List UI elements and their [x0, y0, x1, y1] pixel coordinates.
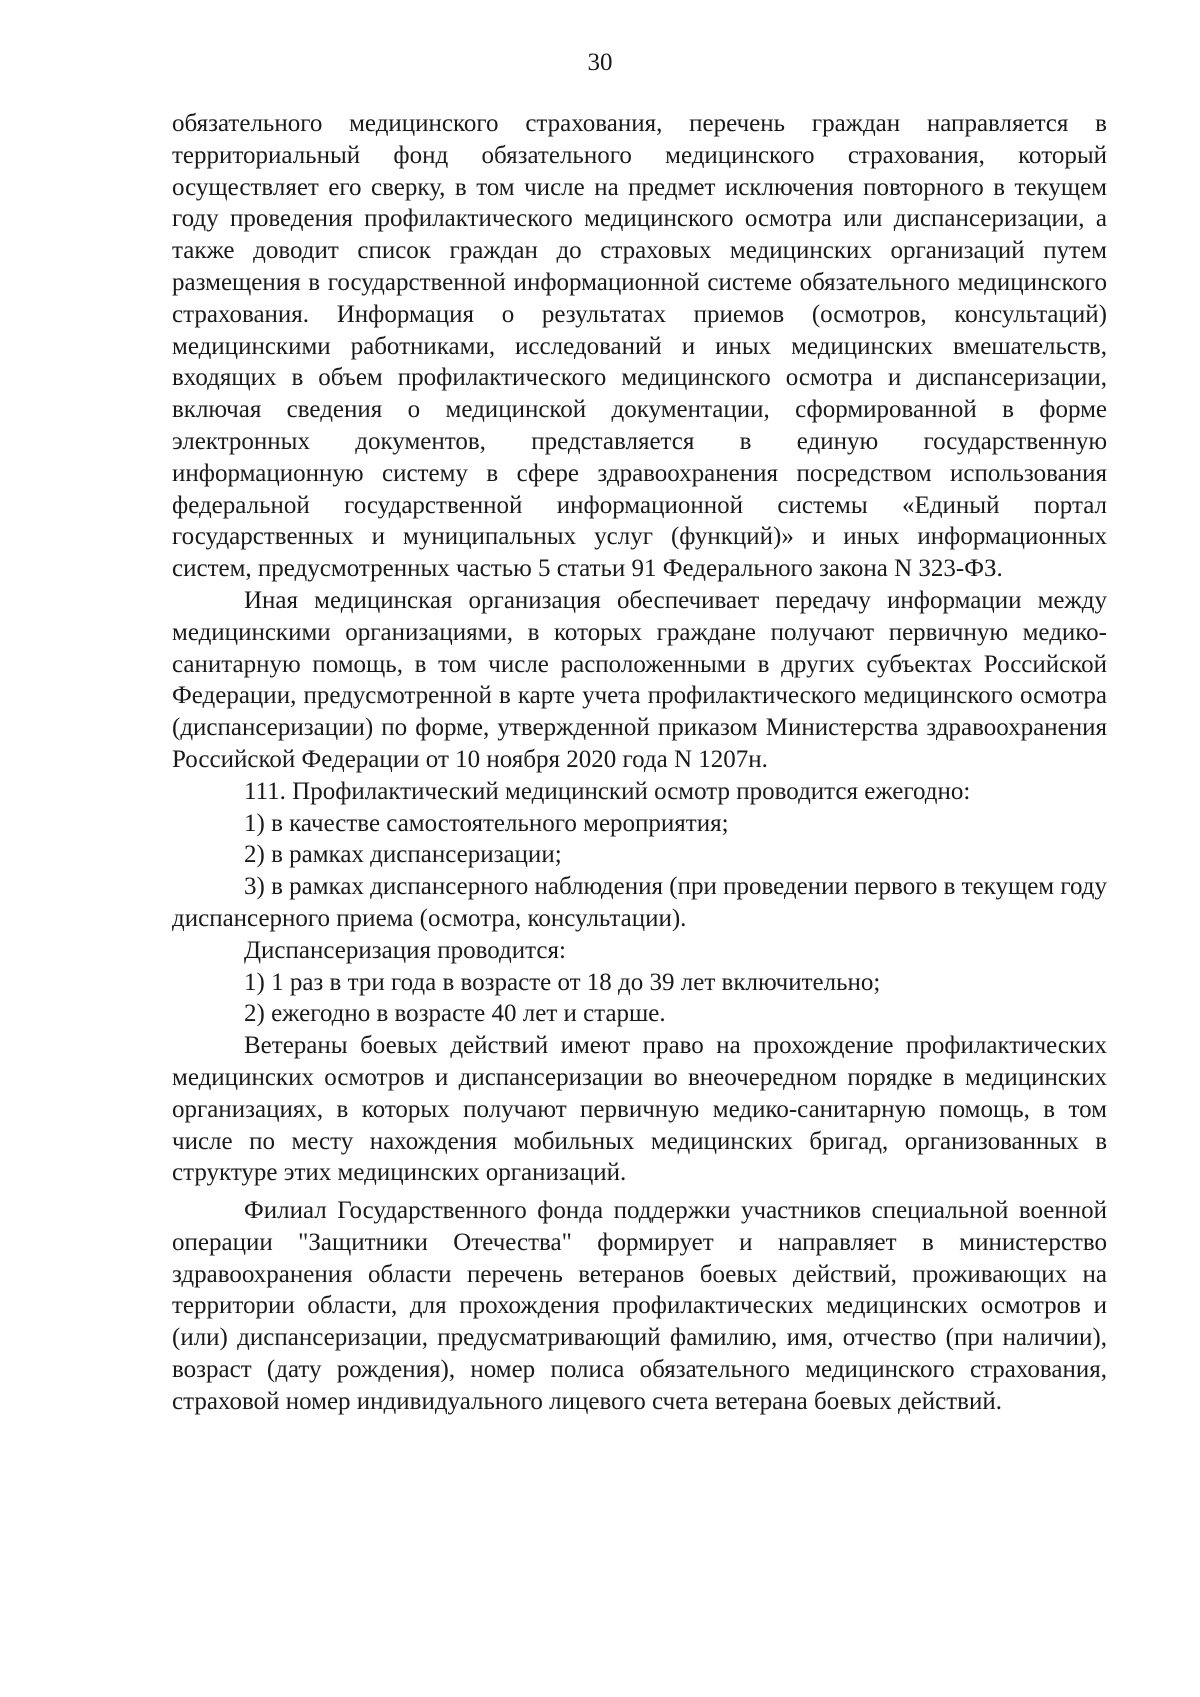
paragraph-dispensarization-heading: Диспансеризация проводится: — [244, 936, 566, 964]
list-item: 3) в рамках диспансерного наблюдения (при проведении первого в текущем году диспансерного приема (осмотра, консультации). — [172, 873, 1107, 932]
list-item: 2) в рамках диспансеризации; — [244, 841, 562, 869]
paragraph-veterans: Ветераны боевых действий имеют право на прохождение профилактических медицинских осмотров и диспансеризации во внеочередном порядке в медицинских организациях, в которых получают первичную медико-санитарную помощь, в том числе по месту нахождения мобильных медицинских бригад, организованных в структуре этих медицинских организаций. — [172, 1032, 1107, 1187]
paragraph-fund-branch: Филиал Государственного фонда поддержки участников специальной военной операции "Защитники Отечества" формирует и направляет в министерство здравоохранения области перечень ветеранов боевых действий, проживающих на территории области, для прохождения профилактических медицинских осмотров и (или) диспансеризации, предусматривающий фамилию, имя, отчество (при наличии), возраст (дату рождения), номер полиса обязательного медицинского страхования, страховой номер индивидуального лицевого счета ветерана боевых действий. — [172, 1197, 1107, 1415]
page-number: 30 — [587, 49, 613, 76]
list-item: 1) 1 раз в три года в возрасте от 18 до 39 лет включительно; — [244, 968, 881, 996]
paragraph-continuation: обязательного медицинского страхования, перечень граждан направляется в территориальный фонд обязательного медицинского страхования, который осуществляет его сверку, в том числе на предмет исключения повторного в текущем году проведения профилактического медицинского осмотра или диспансеризации, а также доводит список граждан до страховых медицинских организаций путем размещения в государственной информационной системе обязательного медицинского страхования. Информация о результатах приемов (осмотров, консультаций) медицинскими работниками, исследований и иных медицинских вмешательств, входящих в объем профилактического медицинского осмотра и диспансеризации, включая сведения о медицинской документации, сформированной в форме электронных документов, представляется в единую государственную информационную систему в сфере здравоохранения посредством использования федеральной государственной информационной системы «Единый портал государственных и муниципальных услуг (функций)» и иных информационных систем, предусмотренных частью 5 статьи 91 Федерального закона N 323-ФЗ. — [172, 110, 1107, 583]
document-body — [172, 108, 1107, 1418]
paragraph-item-111: 111. Профилактический медицинский осмотр проводится ежегодно: — [244, 777, 971, 805]
list-item: 1) в качестве самостоятельного мероприятия; — [244, 809, 729, 837]
paragraph-information-transfer: Иная медицинская организация обеспечивает передачу информации между медицинскими организациями, в которых граждане получают первичную медико-санитарную помощь, в том числе расположенными в других субъектах Российской Федерации, предусмотренной в карте учета профилактического медицинского осмотра (диспансеризации) по форме, утвержденной приказом Министерства здравоохранения Российской Федерации от 10 ноября 2020 года N 1207н. — [172, 586, 1107, 773]
list-item: 2) ежегодно в возрасте 40 лет и старше. — [244, 1000, 666, 1028]
